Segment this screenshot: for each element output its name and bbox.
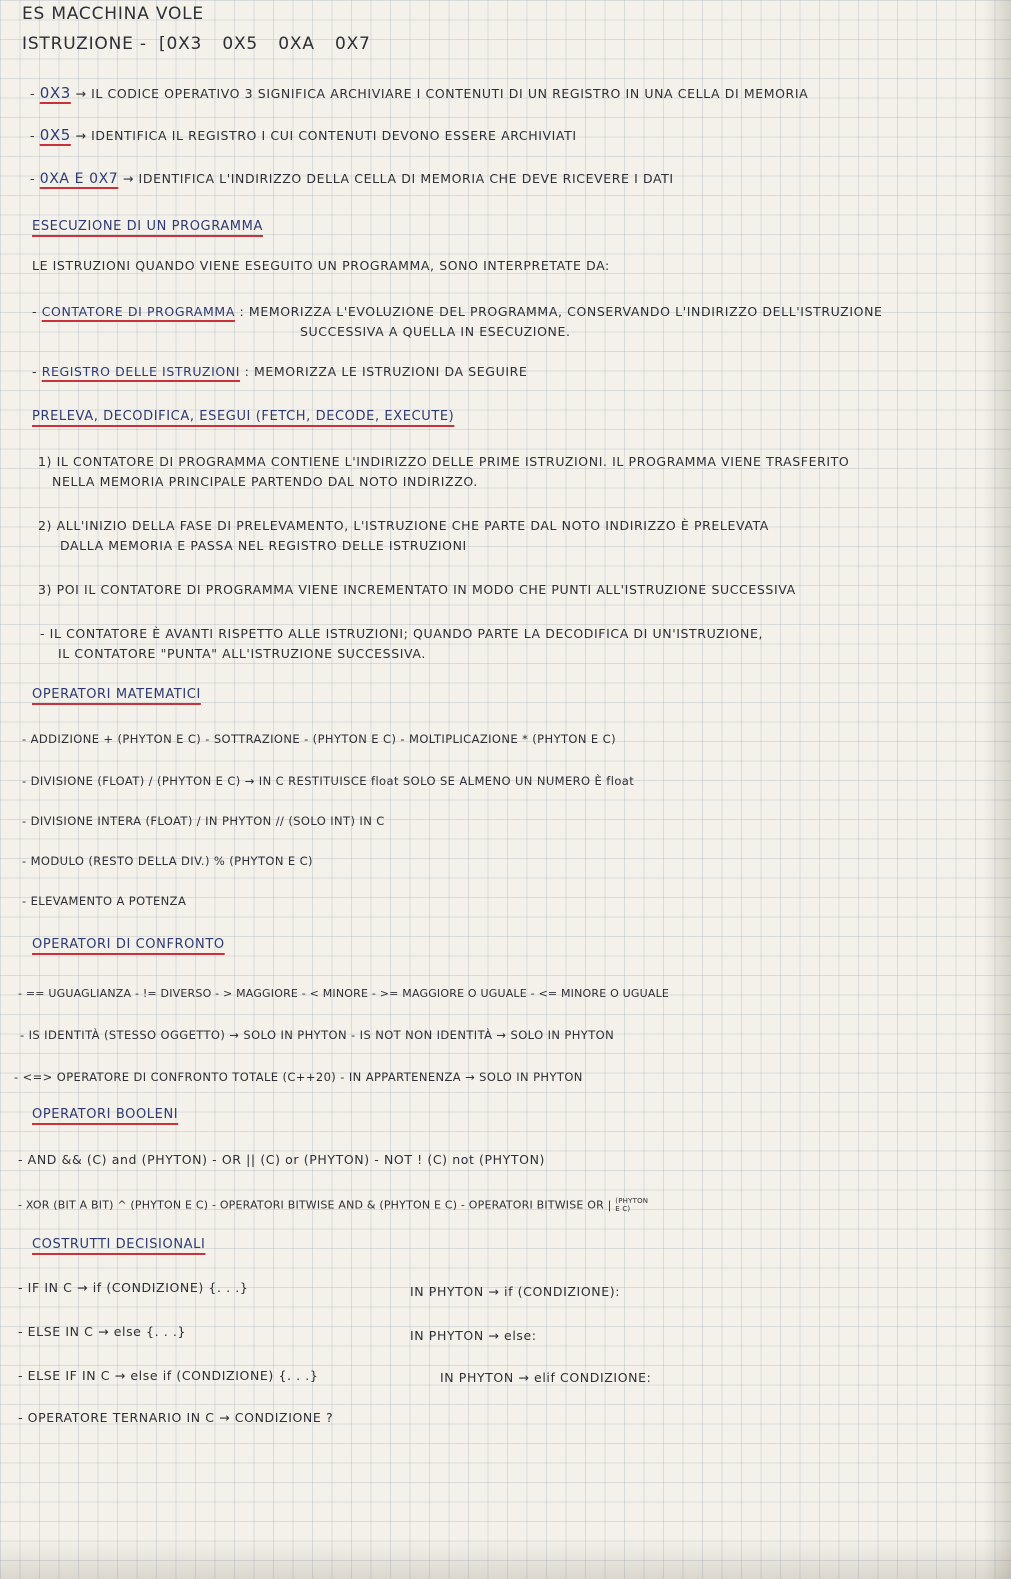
else-line-python: IN PHYTON → else:: [410, 1328, 537, 1343]
and-syntax: && (C) and (PHYTON): [61, 1152, 208, 1167]
bool-line-2: [18, 1197, 649, 1213]
math-line-2-text: - DIVISIONE (FLOAT) / (PHYTON E C) → IN C RESTITUISCE: [22, 774, 372, 788]
math-line-4: - MODULO (RESTO DELLA DIV.) % (PHYTON E C): [22, 854, 313, 868]
or-syntax: || (C) or (PHYTON): [246, 1152, 370, 1167]
fetch-step-1-continued: NELLA MEMORIA PRINCIPALE PARTENDO DAL NOTO INDIRIZZO.: [52, 474, 478, 489]
fetch-step-2-continued: DALLA MEMORIA E PASSA NEL REGISTRO DELLE ISTRUZIONI: [60, 538, 467, 553]
float-word: float: [371, 774, 399, 788]
istruzione-code-3: 0XA: [278, 34, 315, 54]
section-heading-esecuzione: ESECUZIONE DI UN PROGRAMMA: [32, 219, 263, 234]
compare-line-2: - IS IDENTITÀ (STESSO OGGETTO) → SOLO IN PHYTON - IS NOT NON IDENTITÀ → SOLO IN PHYTON: [20, 1028, 615, 1042]
page-bottom-shadow: [0, 1539, 1011, 1579]
bitwise-or-note: (PHYTON E C): [615, 1197, 649, 1213]
compare-line-1: - == UGUAGLIANZA - != DIVERSO - > MAGGIORE - < MINORE - >= MAGGIORE O UGUALE - <= MINORE O UGUALE: [18, 987, 670, 1000]
fetch-step-2: 2) ALL'INIZIO DELLA FASE DI PRELEVAMENTO, L'ISTRUZIONE CHE PARTE DAL NOTO INDIRIZZO È PRELEVATA: [38, 518, 769, 533]
code-term: 0X3: [39, 84, 71, 102]
bitwise-text: - XOR (BIT A BIT) ^ (PHYTON E C) - OPERATORI BITWISE AND & (PHYTON E C) - OPERATORI BITWISE OR |: [18, 1198, 612, 1212]
section-heading-fetch: PRELEVA, DECODIFICA, ESEGUI (FETCH, DECODE, EXECUTE): [32, 409, 455, 424]
esecuzione-intro: LE ISTRUZIONI QUANDO VIENE ESEGUITO UN PROGRAMMA, SONO INTERPRETATE DA:: [32, 258, 610, 273]
contatore-text-continued: SUCCESSIVA A QUELLA IN ESECUZIONE.: [300, 324, 571, 339]
code-text: → IL CODICE OPERATIVO 3 SIGNIFICA ARCHIVIARE I CONTENUTI DI UN REGISTRO IN UNA CELLA DI MEMORIA: [75, 86, 809, 101]
else-line-c: - ELSE IN C → else {. . .}: [18, 1324, 187, 1339]
bool-line-1: [18, 1154, 545, 1167]
section-heading-matematici: OPERATORI MATEMATICI: [32, 687, 201, 702]
istruzione-line: [22, 36, 371, 53]
istruzione-code-4: 0X7: [334, 34, 371, 54]
code-term: 0X5: [39, 126, 71, 144]
code-explanation-2: - 0X5 → IDENTIFICA IL REGISTRO I CUI CONTENUTI DEVONO ESSERE ARCHIVIATI: [30, 126, 577, 144]
istruzione-code-1: [0X3: [159, 34, 203, 54]
registro-line: - REGISTRO DELLE ISTRUZIONI : MEMORIZZA LE ISTRUZIONI DA SEGUIRE: [32, 364, 528, 379]
fetch-step-1: 1) IL CONTATORE DI PROGRAMMA CONTIENE L'INDIRIZZO DELLE PRIME ISTRUZIONI. IL PROGRAMMA VIENE TRASFERITO: [38, 454, 850, 469]
ternario-line: - OPERATORE TERNARIO IN C → CONDIZIONE ?: [18, 1410, 334, 1425]
math-line-5: - ELEVAMENTO A POTENZA: [22, 894, 187, 908]
code-text: → IDENTIFICA L'INDIRIZZO DELLA CELLA DI MEMORIA CHE DEVE RICEVERE I DATI: [122, 171, 674, 186]
elseif-line-c: - ELSE IF IN C → else if (CONDIZIONE) {. . .}: [18, 1368, 319, 1383]
not-label: - NOT: [369, 1152, 418, 1167]
registro-term: REGISTRO DELLE ISTRUZIONI: [41, 364, 241, 379]
not-syntax: ! (C) not (PHYTON): [417, 1152, 545, 1167]
math-line-3: - DIVISIONE INTERA (FLOAT) / IN PHYTON // (SOLO INT) IN C: [22, 814, 385, 828]
compare-line-3: - <=> OPERATORE DI CONFRONTO TOTALE (C++20) - IN APPARTENENZA → SOLO IN PHYTON: [14, 1070, 583, 1084]
if-line-c: - IF IN C → if (CONDIZIONE) {. . .}: [18, 1280, 249, 1295]
math-line-2: [22, 776, 634, 788]
section-heading-confronto: OPERATORI DI CONFRONTO: [32, 937, 225, 952]
fetch-note-continued: IL CONTATORE "PUNTA" ALL'ISTRUZIONE SUCCESSIVA.: [58, 646, 426, 661]
math-line-2-text-b: SOLO SE ALMENO UN NUMERO È: [398, 774, 607, 788]
code-explanation-1: - 0X3 → IL CODICE OPERATIVO 3 SIGNIFICA ARCHIVIARE I CONTENUTI DI UN REGISTRO IN UNA CELLA DI MEMORIA: [30, 84, 809, 102]
page-edge-shadow: [983, 0, 1011, 1579]
registro-text: : MEMORIZZA LE ISTRUZIONI DA SEGUIRE: [244, 364, 528, 379]
code-explanation-3: - 0XA E 0X7 → IDENTIFICA L'INDIRIZZO DELLA CELLA DI MEMORIA CHE DEVE RICEVERE I DATI: [30, 171, 674, 187]
if-line-python: IN PHYTON → if (CONDIZIONE):: [410, 1284, 621, 1299]
section-heading-booleani: OPERATORI BOOLENI: [32, 1107, 179, 1122]
page-title: ES MACCHINA VOLE: [22, 4, 204, 24]
elseif-line-python: IN PHYTON → elif CONDIZIONE:: [440, 1370, 652, 1385]
float-word: float: [606, 774, 635, 788]
section-heading-decisionali: COSTRUTTI DECISIONALI: [32, 1237, 206, 1252]
fetch-step-3: 3) POI IL CONTATORE DI PROGRAMMA VIENE INCREMENTATO IN MODO CHE PUNTI ALL'ISTRUZIONE SUCCESSIVA: [38, 582, 796, 597]
or-label: - OR: [207, 1152, 247, 1167]
code-term: 0XA E 0X7: [39, 171, 119, 187]
code-text: → IDENTIFICA IL REGISTRO I CUI CONTENUTI DEVONO ESSERE ARCHIVIATI: [75, 128, 577, 143]
math-line-1: - ADDIZIONE + (PHYTON E C) - SOTTRAZIONE - (PHYTON E C) - MOLTIPLICAZIONE * (PHYTON E C): [22, 732, 616, 746]
contatore-text: : MEMORIZZA L'EVOLUZIONE DEL PROGRAMMA, CONSERVANDO L'INDIRIZZO DELL'ISTRUZIONE: [239, 304, 883, 319]
and-label: - AND: [18, 1152, 62, 1167]
istruzione-label: ISTRUZIONE -: [22, 34, 147, 54]
contatore-line: - CONTATORE DI PROGRAMMA : MEMORIZZA L'EVOLUZIONE DEL PROGRAMMA, CONSERVANDO L'INDIRIZZO DELL'ISTRUZIONE: [32, 304, 883, 319]
istruzione-code-2: 0X5: [222, 34, 259, 54]
fetch-note: - IL CONTATORE È AVANTI RISPETTO ALLE ISTRUZIONI; QUANDO PARTE LA DECODIFICA DI UN'ISTRUZIONE,: [40, 626, 764, 641]
contatore-term: CONTATORE DI PROGRAMMA: [41, 304, 235, 319]
